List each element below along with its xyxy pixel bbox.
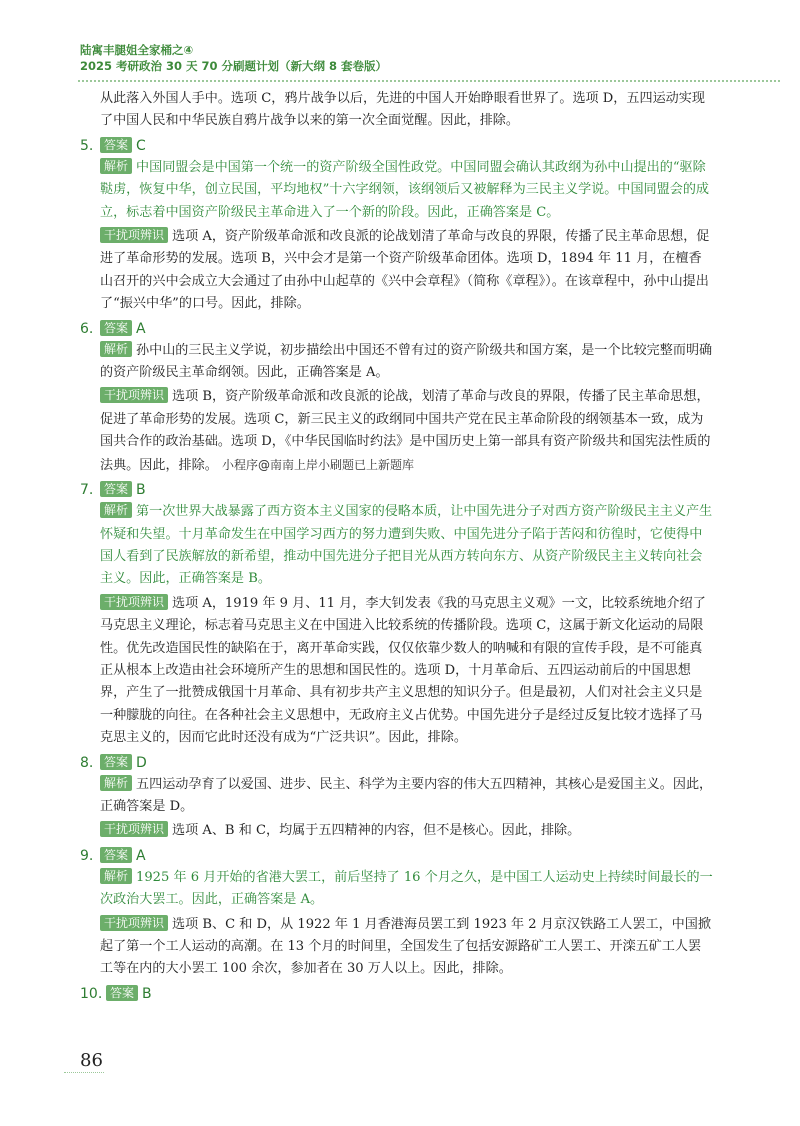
analysis-tag: 解析 xyxy=(100,868,132,884)
distractor-block xyxy=(80,914,714,981)
distractor-tag: 干扰项辨识 xyxy=(100,915,168,931)
question-number: 9. xyxy=(80,847,94,864)
watermark-text: 小程序@南南上岸小刷题已上新题库 xyxy=(222,457,415,472)
continued-text: 从此落入外国人手中。选项 C，鸦片战争以后，先进的中国人开始睁眼看世界了。选项 D，五四运动实现了中国人民和中华民族自鸦片战争以来的第一次全面觉醒。因此，排除。 xyxy=(100,91,705,129)
analysis-text: 1925 年 6 月开始的省港大罢工，前后坚持了 16 个月之久，是中国工人运动史上持续时间最长的一次政治大罢工。因此，正确答案是 A。 xyxy=(100,869,713,908)
header-divider xyxy=(78,80,780,82)
answer-value: A xyxy=(136,847,146,864)
distractor-block xyxy=(80,226,714,316)
question-number: 7. xyxy=(80,482,94,499)
header-series-title: 陆寓丰腿姐全家桶之④ xyxy=(80,43,194,57)
answer-tag: 答案 xyxy=(100,320,132,336)
answer-tag: 答案 xyxy=(100,137,132,153)
distractor-text: 选项 A、B 和 C，均属于五四精神的内容，但不是核心。因此，排除。 xyxy=(172,823,581,839)
distractor-tag: 干扰项辨识 xyxy=(100,227,168,243)
question-8-answer-line xyxy=(80,752,714,774)
distractor-text: 选项 A，资产阶级革命派和改良派的论战划清了革命与改良的界限，传播了民主革命思想，促进了革命形势的发展。选项 B，兴中会才是第一个资产阶级革命团体。选项 D，1894 年 11 月，在檀香山召开的兴中会成立大会通过了由孙中山起草的《兴中会章程》（简称《章程》）。在该章程中，孙中山提出了“振兴中华”的口号。因此，排除。 xyxy=(100,229,710,312)
analysis-block xyxy=(80,774,714,819)
page-header xyxy=(80,42,387,74)
answer-value: B xyxy=(142,985,152,1002)
question-number: 10. xyxy=(80,985,103,1002)
answer-value: A xyxy=(136,320,146,337)
distractor-text: 选项 B，资产阶级革命派和改良派的论战，划清了革命与改良的界限，传播了民主革命思想，促进了革命形势的发展。选项 C，新三民主义的政纲同中国共产党在民主革命阶段的纲领基本一致，成为国共合作的政治基础。选项 D，《中华民国临时约法》是中国历史上第一部具有资产阶级共和国宪法性质的法典。因此，排除。 xyxy=(100,389,711,473)
answer-value: B xyxy=(136,482,146,499)
analysis-block xyxy=(80,867,714,912)
distractor-text: 选项 B、C 和 D，从 1922 年 1 月香港海员罢工到 1923 年 2 月京汉铁路工人罢工，中国掀起了第一个工人运动的高潮。在 13 个月的时间里，全国发生了包括安源路矿工人罢工、开滦五矿工人罢工等在内的大小罢工 100 余次，参加者在 30 万人以上。因此，排除。 xyxy=(100,916,711,977)
distractor-tag: 干扰项辨识 xyxy=(100,387,168,403)
distractor-block xyxy=(80,386,714,477)
header-book-title: 2025 考研政治 30 天 70 分刷题计划（新大纲 8 套卷版） xyxy=(80,59,388,73)
question-number: 5. xyxy=(80,137,94,154)
distractor-block xyxy=(80,820,714,842)
distractor-tag: 干扰项辨识 xyxy=(100,821,168,837)
analysis-tag: 解析 xyxy=(100,341,132,357)
analysis-text: 中国同盟会是中国第一个统一的资产阶级全国性政党。中国同盟会确认其政纲为孙中山提出的“驱除鞑虏，恢复中华，创立民国，平均地权”十六字纲领，该纲领后又被解释为三民主义学说。中国同盟会的成立，标志着中国资产阶级民主革命进入了一个新的阶段。因此，正确答案是 C。 xyxy=(100,159,710,220)
analysis-tag: 解析 xyxy=(100,775,132,791)
analysis-tag: 解析 xyxy=(100,502,132,518)
answer-content xyxy=(80,88,714,1005)
question-10-answer-line xyxy=(80,983,714,1005)
analysis-tag: 解析 xyxy=(100,158,132,174)
answer-value: C xyxy=(136,137,146,154)
distractor-text: 选项 A，1919 年 9 月、11 月，李大钊发表《我的马克思主义观》一文，比较系统地介绍了马克思主义理论，标志着马克思主义在中国进入比较系统的传播阶段。选项 C，这属于新文化运动的局限性。优先改造国民性的缺陷在于，离开革命实践，仅仅依靠少数人的呐喊和有限的宣传手段，是不可能真正从根本上改造由社会环境所产生的思想和国民性的。选项 D，十月革命后、五四运动前后的中国思想界，产生了一批赞成俄国十月革命、具有初步共产主义思想的知识分子。但是最初，人们对社会主义只是一种朦胧的向往。在各种社会主义思想中，无政府主义占优势。中国先进分子是经过反复比较才选择了马克思主义的，因而它此时还没有成为“广泛共识”。因此，排除。 xyxy=(100,595,706,746)
distractor-tag: 干扰项辨识 xyxy=(100,594,168,610)
analysis-text: 孙中山的三民主义学说，初步描绘出中国还不曾有过的资产阶级共和国方案，是一个比较完整而明确的资产阶级民主革命纲领。因此，正确答案是 A。 xyxy=(100,342,713,381)
answer-value: D xyxy=(136,754,147,771)
analysis-block xyxy=(80,157,714,224)
question-number: 8. xyxy=(80,754,94,771)
question-number: 6. xyxy=(80,320,94,337)
analysis-block xyxy=(80,501,714,591)
analysis-text: 第一次世界大战暴露了西方资本主义国家的侵略本质，让中国先进分子对西方资产阶级民主主义产生怀疑和失望。十月革命发生在中国学习西方的努力遭到失败、中国先进分子陷于苦闷和彷徨时，它使得中国人看到了民族解放的新希望，推动中国先进分子把目光从西方转向东方、从资产阶级民主主义转向社会主义。因此，正确答案是 B。 xyxy=(100,504,713,587)
question-7-answer-line xyxy=(80,479,714,501)
answer-tag: 答案 xyxy=(100,847,132,863)
question-5-answer-line xyxy=(80,135,714,157)
distractor-block xyxy=(80,593,714,750)
question-9-answer-line xyxy=(80,845,714,867)
answer-tag: 答案 xyxy=(100,481,132,497)
answer-tag: 答案 xyxy=(100,754,132,770)
analysis-block xyxy=(80,340,714,385)
answer-tag: 答案 xyxy=(106,985,138,1001)
analysis-text: 五四运动孕育了以爱国、进步、民主、科学为主要内容的伟大五四精神，其核心是爱国主义。因此，正确答案是 D。 xyxy=(100,776,713,814)
question-6-answer-line xyxy=(80,318,714,340)
footer-divider xyxy=(64,1072,104,1073)
page-number: 86 xyxy=(80,1050,103,1071)
